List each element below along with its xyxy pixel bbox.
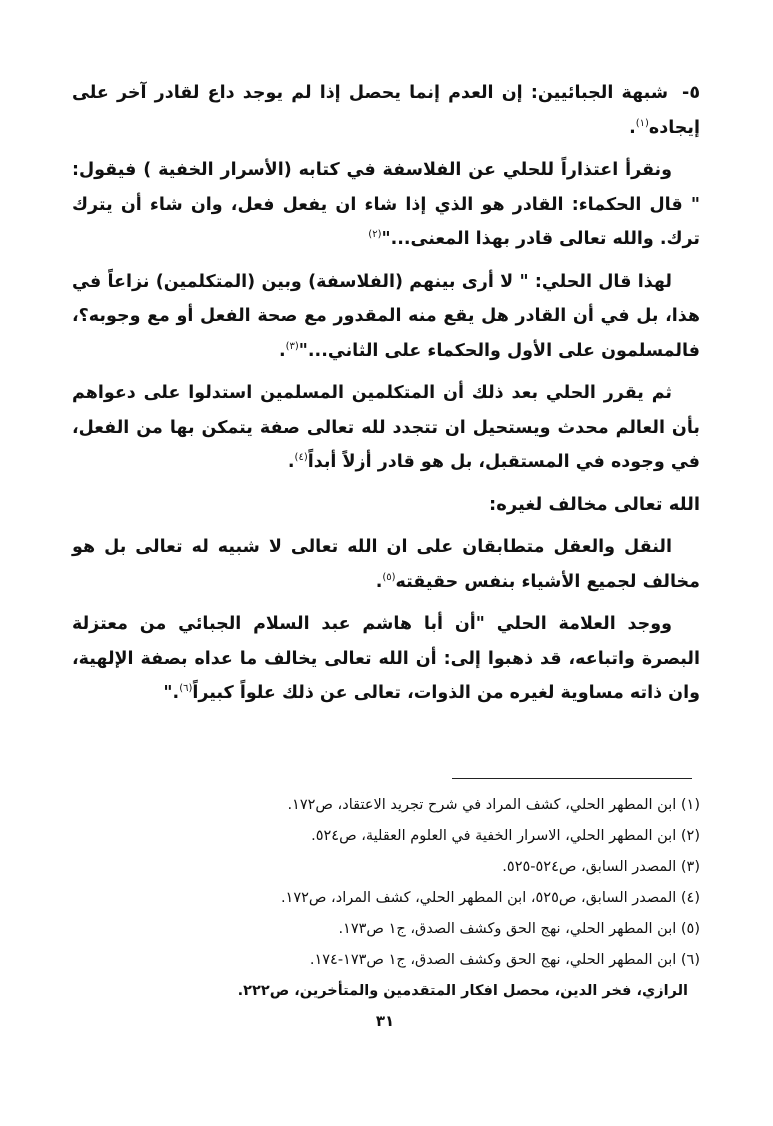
footnote-6: (٦) ابن المطهر الحلي، نهج الحق وكشف الصدق، ج١ ص١٧٣-١٧٤. xyxy=(309,952,700,968)
section-heading: الله تعالى مخالف لغيره: xyxy=(489,493,700,515)
footnote-ref-1: (١) xyxy=(635,117,649,129)
paragraph-3 xyxy=(72,265,700,369)
paragraph-5-text: النقل والعقل متطابقان على ان الله تعالى لا شبيه له تعالى بل هو مخالف لجميع الأشياء بنفس حقيقته xyxy=(72,537,700,592)
item-number: ٥- xyxy=(682,83,700,103)
paragraph-1-end: . xyxy=(629,117,636,138)
paragraph-1-text: شبهة الجبائيين: إن العدم إنما يحصل إذا لم يوجد داع لقادر آخر على إيجاده xyxy=(72,83,700,138)
footnote-divider xyxy=(452,778,692,779)
footnote-ref-6: (٦) xyxy=(179,683,193,695)
paragraph-6 xyxy=(72,607,700,711)
footnote-1: (١) ابن المطهر الحلي، كشف المراد في شرح تجريد الاعتقاد، ص١٧٢. xyxy=(287,797,700,813)
footnote-4: (٤) المصدر السابق، ص٥٢٥، ابن المطهر الحلي، كشف المراد، ص١٧٢. xyxy=(280,890,700,906)
footnote-ref-2: (٢) xyxy=(368,229,382,241)
page-number: ٣١ xyxy=(375,1012,395,1030)
footnote-ref-5: (٥) xyxy=(382,571,396,583)
paragraph-1 xyxy=(72,76,700,145)
footnote-ref-4: (٤) xyxy=(294,452,308,464)
footnote-ref-3: (٣) xyxy=(285,340,299,352)
footnote-3: (٣) المصدر السابق، ص٥٢٤-٥٢٥. xyxy=(502,859,700,875)
footnotes xyxy=(150,790,700,1007)
paragraph-2-text: ونقرأ اعتذاراً للحلي عن الفلاسفة في كتابه (الأسرار الخفية ) فيقول: " قال الحكماء: القادر هو الذي إذا شاء ان يفعل فعل، وان شاء أن يترك ترك. والله تعالى قادر بهذا المعنى..." xyxy=(72,160,700,249)
footnote-2: (٢) ابن المطهر الحلي، الاسرار الخفية في العلوم العقلية، ص٥٢٤. xyxy=(311,828,700,844)
paragraph-5-end: . xyxy=(375,571,383,592)
paragraph-6-end: ." xyxy=(163,683,180,703)
footnote-5: (٥) ابن المطهر الحلي، نهج الحق وكشف الصدق، ج١ ص١٧٣. xyxy=(338,921,700,937)
paragraph-4-text: ثم يقرر الحلي بعد ذلك أن المتكلمين المسلمين استدلوا على دعواهم بأن العالم محدث ويستحيل ان تتجدد لله تعالى صفة يتمكن بها من الفعل، في وجوده في المستقبل، بل هو قادر أزلاً أبداً xyxy=(72,383,700,472)
paragraph-5 xyxy=(72,530,700,599)
paragraph-4 xyxy=(72,376,700,480)
paragraph-2 xyxy=(72,153,700,257)
paragraph-3-text: لهذا قال الحلي: " لا أرى بينهم (الفلاسفة) وبين (المتكلمين) نزاعاً في هذا، بل في أن القادر هل يقع منه المقدور مع صحة الفعل أو مع وجوبه؟، فالمسلمون على الأول والحكماء على الثاني..." xyxy=(72,271,700,361)
paragraph-6-text: ووجد العلامة الحلي "أن أبا هاشم عبد السلام الجبائي من معتزلة البصرة واتباعه، قد ذهبوا إلى: أن الله تعالى يخالف ما عداه بصفة الإلهية، وان ذاته مساوية لغيره من الذوات، تعالى عن ذلك علواً كبيراً xyxy=(72,614,700,703)
paragraph-4-end: . xyxy=(287,452,295,472)
main-text xyxy=(72,76,700,711)
paragraph-3-end: . xyxy=(278,340,286,361)
footnote-extra: الرازي، فخر الدين، محصل افكار المتقدمين والمتأخرين، ص٢٢٢. xyxy=(237,983,688,999)
